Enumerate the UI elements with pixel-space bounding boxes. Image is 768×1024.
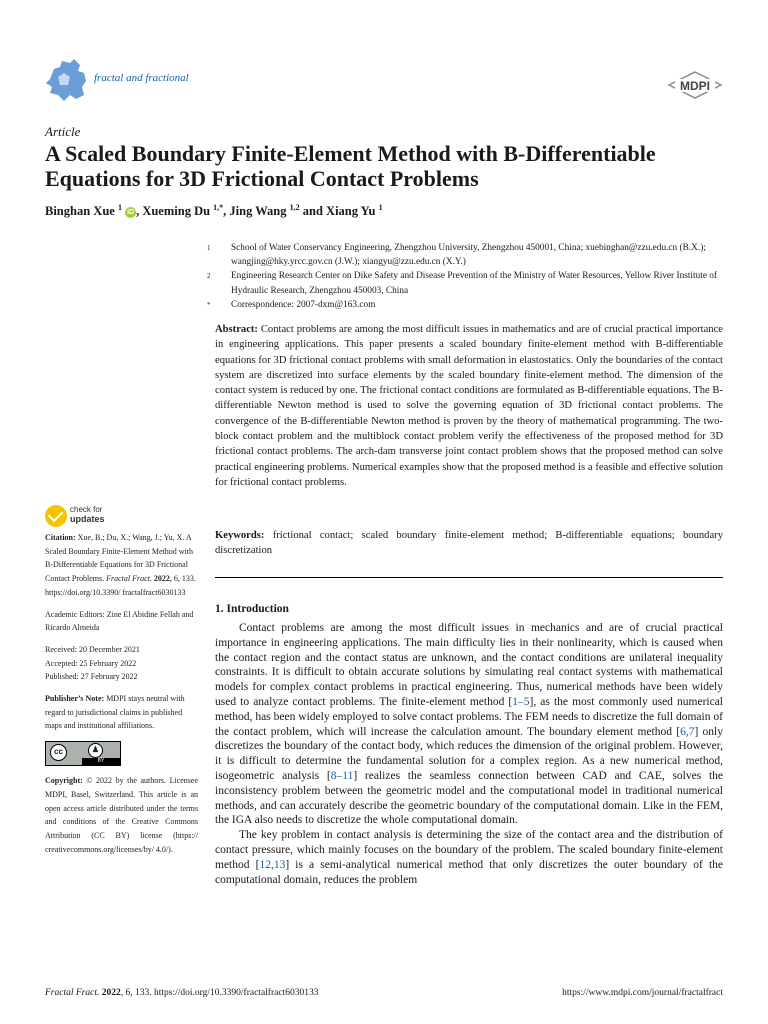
citation-link[interactable]: 6,7 — [680, 725, 695, 738]
paragraph-text: ] realizes the seamless connection between CAD and CAE, solves the inconsistency problem between the geometric model and the computational model in traditional numerical methods, and can accurately describe the geometric boundary of the computational domain. Like in the FEM, the IGA also needs to discretize the whole computational domain. — [215, 769, 724, 827]
paragraph-text: Contact problems are among the most difficult issues in mechanics and are of crucial practical importance in engineering applications. The main difficulty lies in their nonlinearity, which is caused when the contact region and the contact status are unknown, and the contact conditions are unilateral inequality constraints. It is difficult to obtain accurate solutions by simulating real contact systems with mathematical models for complex contact problems in practical engineering. Thus, numerical methods have been widely used to analyze contact problems. The finite-element method [ — [215, 622, 723, 708]
check-for-updates-button[interactable] — [45, 505, 135, 527]
introduction-body — [215, 621, 723, 887]
copyright-block — [45, 774, 198, 856]
author-list — [45, 203, 383, 219]
academic-editors: Academic Editors: Zine El Abidine Fellah and Ricardo Almeida — [45, 609, 194, 633]
affiliation-number: * — [207, 300, 211, 309]
received-date: Received: 20 December 2021 — [45, 644, 140, 654]
updates-label: updates — [70, 514, 105, 524]
abstract-text: Contact problems are among the most difficult issues in mathematics and are of crucial practical importance in engineering applications. This paper presents a scaled boundary finite-element method with B-differentiable equations for 3D frictional contact problems with small deformation in elastostatics. Only the boundaries of the contact system are discretized into surface elements by the scaled boundary finite-element method. The dimension of the contact system is reduced by one. The frictional contact conditions are formulated as B-differentiable equations. The B-differentiable Newton method is used to solve the governing equation of 3D frictional contact problems. The convergence of the B-differentiable Newton method is proven by the theory of mathematical programming. The two-block contact problem and the multiblock contact problem verify the effectiveness of the proposed method for 3D frictional contact problems. The arch-dam transverse joint contact problem shows that the proposed method can solve practical engineering problems. Numerical examples show that the proposed method is a feasible and effective solution for frictional contact problems. — [215, 324, 723, 488]
cc-by-license-badge[interactable] — [45, 741, 121, 766]
paragraph-text: ] only discretizes the boundary of the contact body, which reduces the dimension of the original problem. However, it is difficult to determine the fundamental solution for a complex region. As a new numerical method, isogeometric analysis [ — [215, 725, 723, 782]
keywords-text: frictional contact; scaled boundary finite-element method; B-differentiable equations; boundary discretization — [215, 530, 724, 557]
section-divider — [215, 577, 723, 578]
author-affiliation-marker: 1 — [378, 203, 383, 212]
affiliation-item — [207, 241, 727, 269]
author-name[interactable]: Binghan Xue — [45, 204, 115, 219]
publisher-note-label: Publisher’s Note: — [45, 694, 105, 704]
check-for-label: check for — [70, 505, 103, 514]
affiliation-item — [207, 298, 727, 312]
affiliation-number: 1 — [207, 244, 211, 252]
by-label: BY — [82, 758, 120, 765]
journal-name[interactable]: fractal and fractional — [94, 72, 189, 84]
mdpi-logo-text: MDPI — [680, 79, 710, 93]
footer-citation — [45, 988, 318, 998]
author-affiliation-marker: 1,2 — [289, 203, 300, 212]
section-heading-introduction: 1. Introduction — [215, 603, 289, 615]
affiliation-text: Correspondence: 2007-dxm@163.com — [231, 299, 376, 310]
citation-label: Citation: — [45, 533, 76, 542]
keywords-label: Keywords: — [215, 530, 265, 541]
paper-title: A Scaled Boundary Finite-Element Method with B-Differentiable Equations for 3D Frictional Contact Problems — [45, 141, 656, 191]
footer-journal-url[interactable]: https://www.mdpi.com/journal/fractalfract — [562, 988, 723, 998]
author-affiliation-marker: 1 — [117, 203, 122, 212]
paragraph — [215, 621, 723, 828]
footer-year: 2022 — [101, 988, 121, 998]
citation-text: Xue, B.; Du, X.; Wang, J.; Yu, X. A Scaled Boundary Finite-Element Method with B-Differentiable Equations for 3D Frictional Contact Problems. — [45, 533, 193, 584]
abstract — [215, 322, 723, 490]
check-icon — [45, 505, 67, 527]
accepted-date: Accepted: 25 February 2022 — [45, 658, 137, 668]
citation-link[interactable]: 1–5 — [512, 695, 530, 708]
affiliation-item — [207, 269, 727, 297]
copyright-text: © 2022 by the authors. Licensee MDPI, Basel, Switzerland. This article is an open access article distributed under the terms and conditions of the Creative Commons Attribution (CC BY) license (https:// creativecommons.org/licenses/by/ 4.0/). — [45, 776, 199, 854]
keywords — [215, 528, 723, 559]
footer-doi[interactable]: , 6, 133. https://doi.org/10.3390/fractalfract6030133 — [120, 988, 319, 998]
affiliation-number: 2 — [207, 272, 211, 281]
paragraph-text: The key problem in contact analysis is determining the size of the contact area and the distribution of contact pressure, which mainly focuses on the boundary of the problem. The scaled boundary finite-element method [ — [215, 829, 723, 871]
affiliation-text: Engineering Research Center on Dike Safety and Disease Prevention of the Ministry of Water Resources, Yellow River Institute of Hydraulic Research, Zhengzhou 450003, China — [231, 271, 718, 296]
citation-link[interactable]: 12,13 — [259, 858, 286, 871]
author-separator: and — [299, 204, 327, 219]
person-icon: ♟ — [88, 743, 103, 758]
citation-block — [45, 531, 198, 600]
abstract-label: Abstract: — [215, 324, 258, 335]
publisher-note-text: MDPI stays neutral with regard to jurisdictional claims in published maps and institutional affiliations. — [45, 694, 185, 731]
author-name[interactable]: Xiang Yu — [326, 204, 376, 219]
paragraph-text: ], as the most commonly used numerical method, has been widely employed to solve contact problems. The FEM needs to discretize the full domain of the contact problem, which will increase the calculation amount. The boundary element method [ — [215, 695, 723, 738]
paragraph — [215, 828, 723, 887]
citation-journal: Fractal Fract. — [106, 574, 152, 584]
copyright-label: Copyright: — [45, 776, 83, 786]
publisher-note — [45, 692, 198, 733]
published-date: Published: 27 February 2022 — [45, 672, 138, 682]
mdpi-logo — [667, 70, 723, 100]
orcid-icon[interactable]: iD — [127, 209, 135, 217]
paragraph-text: ] is a semi-analytical numerical method that only discretizes the outer boundary of the computational domain, reduces the problem — [215, 858, 723, 886]
author-separator: , — [223, 204, 230, 219]
author-name[interactable]: Jing Wang — [229, 204, 287, 219]
author-separator: , — [136, 204, 143, 219]
cc-icon: cc — [50, 744, 67, 761]
citation-doi[interactable]: , 6, 133. https://doi.org/10.3390/ fractalfract6030133 — [45, 574, 196, 597]
citation-link[interactable]: 8–11 — [330, 769, 354, 782]
journal-logo — [44, 57, 90, 103]
citation-year: 2022 — [153, 574, 170, 584]
author-name[interactable]: Xueming Du — [142, 204, 211, 219]
author-affiliation-marker: 1,* — [213, 203, 224, 212]
article-type: Article — [45, 124, 81, 139]
sidebar — [45, 531, 198, 856]
affiliation-text: School of Water Conservancy Engineering, Zhengzhou University, Zhengzhou 450001, China; xuebinghan@zzu.edu.cn (B.X.); wangjing@hky.yrcc.gov.cn (J.W.); xiangyu@zzu.edu.cn (X.Y.) — [231, 243, 706, 268]
affiliations — [207, 241, 727, 312]
footer-journal: Fractal Fract. — [45, 988, 100, 998]
